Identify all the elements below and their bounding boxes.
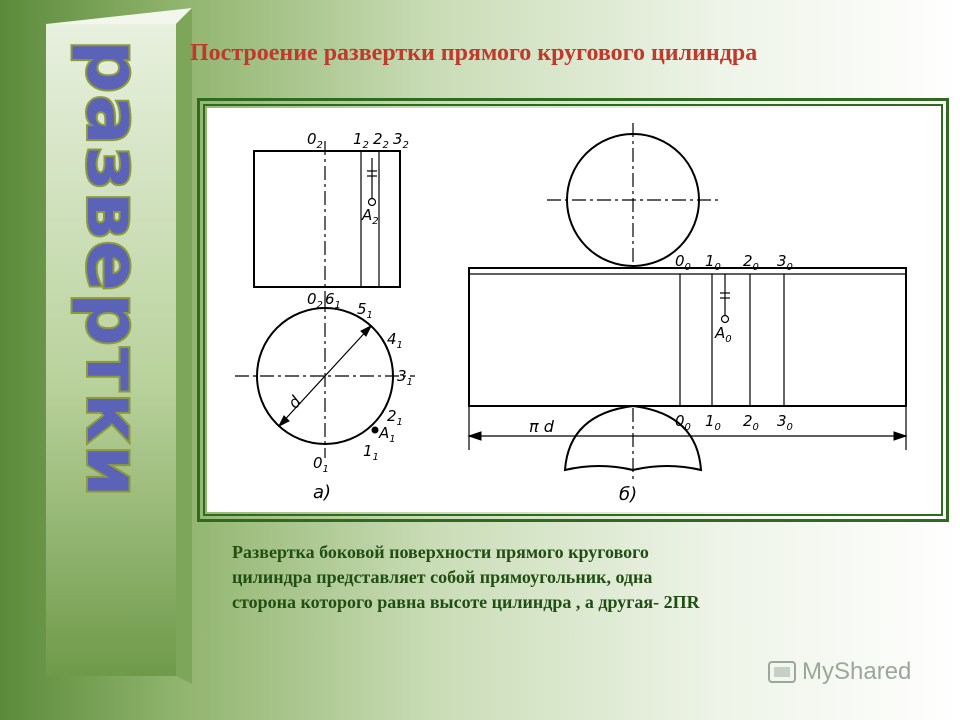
svg-text:20: $2_0$ xyxy=(743,412,759,433)
page-title: Построение развертки прямого кругового цилиндра xyxy=(190,40,758,66)
svg-text:30: $3_0$ xyxy=(777,252,793,273)
drawing-area xyxy=(207,108,939,512)
side-panel xyxy=(0,0,200,720)
svg-text:20: $2_0$ xyxy=(743,252,759,273)
panel-top-face xyxy=(28,8,192,26)
svg-text:A1: $A_1$ xyxy=(379,424,396,445)
svg-text:32: $3_2$ xyxy=(393,130,409,151)
svg-text:22: $2_2$ xyxy=(373,130,389,151)
watermark-text: MyShared xyxy=(802,658,912,685)
watermark xyxy=(768,658,911,686)
svg-text:31: $3_1$ xyxy=(397,367,413,388)
svg-text:10: $1_0$ xyxy=(705,252,721,273)
svg-text:π d: π d xyxy=(529,417,554,436)
svg-text:12: $1_2$ xyxy=(353,130,369,151)
svg-text:00: $0_0$ xyxy=(675,412,691,433)
svg-text:02: $0_2$ xyxy=(307,290,323,311)
svg-text:21: $2_1$ xyxy=(387,407,403,428)
drawing xyxy=(207,108,941,514)
svg-text:51: $5_1$ xyxy=(357,300,373,321)
svg-text:01: $0_1$ xyxy=(313,454,329,475)
svg-text:б): б) xyxy=(619,484,638,505)
svg-text:61: $6_1$ xyxy=(325,290,341,311)
svg-text:A2: $A_2$ xyxy=(362,206,379,227)
svg-text:d: d xyxy=(284,392,306,413)
caption-line-2: цилиндра представляет собой прямоугольник, одна xyxy=(232,567,653,587)
svg-text:A0: $A_0$ xyxy=(715,324,732,345)
svg-text:02: $0_2$ xyxy=(307,130,323,151)
presentation-icon xyxy=(768,661,796,683)
svg-text:10: $1_0$ xyxy=(705,412,721,433)
svg-text:30: $3_0$ xyxy=(777,412,793,433)
svg-text:41: $4_1$ xyxy=(387,330,403,351)
svg-text:00: $0_0$ xyxy=(675,252,691,273)
figure-b-top-circle xyxy=(547,123,719,268)
svg-text:11: $1_1$ xyxy=(363,442,379,463)
panel-right-face xyxy=(176,8,192,684)
side-word: развертки xyxy=(70,40,156,499)
caption-line-3: сторона которого равна высоте цилиндра , а другая- 2ΠR xyxy=(232,592,700,612)
drawing-frame xyxy=(197,98,949,522)
svg-text:а): а) xyxy=(313,482,332,503)
caption xyxy=(232,540,932,615)
caption-line-1: Развертка боковой поверхности прямого кругового xyxy=(232,542,649,562)
